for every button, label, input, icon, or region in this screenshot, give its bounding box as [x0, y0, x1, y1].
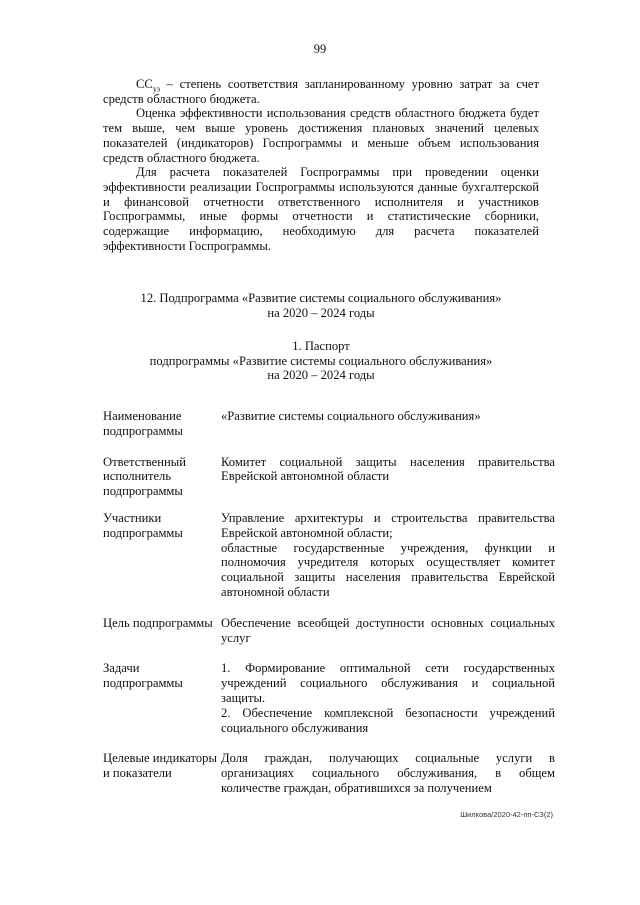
- passport-heading-subtitle: подпрограммы «Развитие системы социального обслуживания»: [149, 353, 493, 368]
- document-footer-mark: Шилкова/2020-42-пп-СЗ(2): [460, 810, 553, 819]
- paragraph-ccuz-definition: [103, 77, 539, 106]
- page-number: 99: [313, 42, 327, 56]
- body-text: [103, 77, 539, 253]
- section-heading-years: на 2020 – 2024 годы: [267, 305, 375, 320]
- passport-row-value-line: областные государственные учреждения, функции и полномочия учредителя которых осуществляет комитет социальной защиты населения правительства Еврейской автономной области: [221, 540, 555, 599]
- passport-row-label: Задачи подпрограммы: [103, 661, 183, 691]
- passport-heading-years: на 2020 – 2024 годы: [267, 368, 375, 383]
- passport-row-goal: [103, 616, 555, 646]
- passport-row-value-line: Комитет социальной защиты населения правительства Еврейской автономной области: [221, 454, 555, 484]
- passport-row-value-line: Доля граждан, получающих социальные услуги в организациях социального обслуживания, в общем количестве граждан, обратившихся за получением: [221, 751, 555, 795]
- passport-table: [103, 409, 555, 812]
- passport-row-label: Ответственный исполнитель подпрограммы: [103, 454, 186, 499]
- passport-row-name: [103, 409, 555, 439]
- passport-row-label: Целевые индикаторы и показатели: [103, 751, 217, 781]
- passport-row-executor: [103, 455, 555, 499]
- passport-row-value: [221, 409, 555, 439]
- passport-row-value-line: 1. Формирование оптимальной сети государственных учреждений социального обслуживания и социальной защиты.: [221, 661, 555, 705]
- passport-row-label: Наименование подпрограммы: [103, 409, 183, 438]
- passport-row-label: Цель подпрограммы: [103, 615, 213, 630]
- passport-row-value: [221, 751, 555, 795]
- ccuz-definition-text: – степень соответствия запланированному уровню затрат за счет средств областного бюджета.: [103, 77, 539, 106]
- section-heading: [103, 291, 539, 320]
- passport-row-value-line: Обеспечение всеобщей доступности основных социальных услуг: [221, 615, 555, 645]
- passport-row-value: [221, 661, 555, 735]
- passport-row-indicators: [103, 751, 555, 795]
- passport-row-value: [221, 455, 555, 499]
- passport-row-tasks: [103, 661, 555, 735]
- passport-heading: [103, 339, 539, 383]
- passport-row-participants: [103, 511, 555, 600]
- ccuz-subscript: уз: [152, 84, 160, 94]
- passport-row-value: [221, 616, 555, 646]
- ccuz-symbol: СС: [136, 77, 153, 91]
- paragraph-calculation-sources: Для расчета показателей Госпрограммы при проведении оценки эффективности реализации Госпрограммы используются данные бухгалтерской и финансовой отчетности ответственного исполнителя и участников Госпрограммы, иные формы отчетности и статистические сборники, содержащие информацию, необходимую для расчета показателей эффективности Госпрограммы.: [103, 165, 539, 253]
- passport-heading-title: 1. Паспорт: [292, 339, 350, 353]
- passport-row-value-line: «Развитие системы социального обслуживания»: [221, 409, 481, 423]
- passport-row-value-line: Управление архитектуры и строительства правительства Еврейской автономной области;: [221, 510, 555, 540]
- passport-row-value-line: 2. Обеспечение комплексной безопасности учреждений социального обслуживания: [221, 705, 555, 735]
- paragraph-efficiency-assessment: Оценка эффективности использования средств областного бюджета будет тем выше, чем выше уровень достижения плановых значений целевых показателей (индикаторов) Госпрограммы и меньше объем использования средств областного бюджета.: [103, 106, 539, 165]
- passport-row-label: Участники подпрограммы: [103, 510, 183, 540]
- section-heading-title: 12. Подпрограмма «Развитие системы социального обслуживания»: [140, 291, 502, 305]
- passport-row-value: [221, 511, 555, 600]
